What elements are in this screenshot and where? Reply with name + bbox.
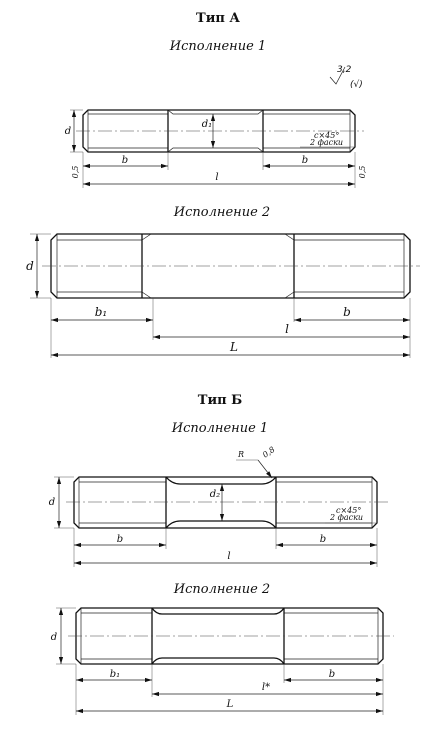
type-a-var2-b1: b₁ [94, 305, 108, 319]
type-b-var1-chamfer-note: 2 фаски [330, 513, 364, 522]
type-b-var1-d: d [48, 497, 56, 508]
type-a-var2-title: Исполнение 2 [173, 205, 271, 220]
type-a-var1-d: d [64, 126, 72, 137]
type-a-heading: Тип А [196, 11, 240, 26]
type-b-var1-d2: d₂ [209, 489, 221, 500]
type-b-var2-d: d [50, 632, 58, 643]
type-a-var1-title: Исполнение 1 [169, 39, 267, 54]
type-a-variant-2 [26, 205, 420, 358]
type-b-var1-b-left: b [116, 534, 124, 545]
type-b-var2-title: Исполнение 2 [173, 582, 271, 597]
type-a-var2-l: l [285, 322, 289, 336]
type-a-var1-angle-left: 0,5 [71, 165, 80, 179]
type-b-variant-1 [49, 421, 388, 567]
type-a-var2-L: L [230, 340, 238, 354]
type-a-var1-b-right: b [301, 155, 309, 166]
type-a-var1-angle-right: 0,5 [358, 165, 367, 179]
type-b-var1-R: R [238, 450, 245, 459]
type-b-heading: Тип Б [197, 393, 243, 408]
type-a-var2-b: b [343, 305, 351, 319]
type-a-variant-1 [65, 39, 367, 188]
type-a-var1-chamfer: c×45° [314, 131, 340, 140]
type-a-var1-b-left: b [121, 155, 129, 166]
type-a-var1-d1: d₁ [201, 119, 213, 130]
type-b-var1-chamfer: c×45° [336, 506, 362, 515]
type-b-var1-b-right: b [319, 534, 327, 545]
type-a-var2-d: d [26, 259, 34, 273]
type-b-var1-title: Исполнение 1 [171, 421, 269, 436]
roughness-value: 3,2 [337, 65, 352, 75]
surface-roughness-symbol [330, 65, 363, 90]
type-b-var2-b1: b₁ [109, 669, 121, 680]
type-b-var2-b: b [328, 669, 336, 680]
type-b-var2-l-star: l* [261, 682, 271, 693]
type-b-var2-L: L [226, 699, 234, 710]
type-b-var1-radius-value: 0,8 [260, 444, 277, 460]
type-b-var1-l: l [227, 551, 231, 562]
type-a-var1-l: l [215, 172, 219, 183]
roughness-paren: (√) [350, 80, 363, 90]
type-b-variant-2 [51, 582, 394, 715]
type-a-var1-chamfer-note: 2 фаски [310, 138, 344, 147]
